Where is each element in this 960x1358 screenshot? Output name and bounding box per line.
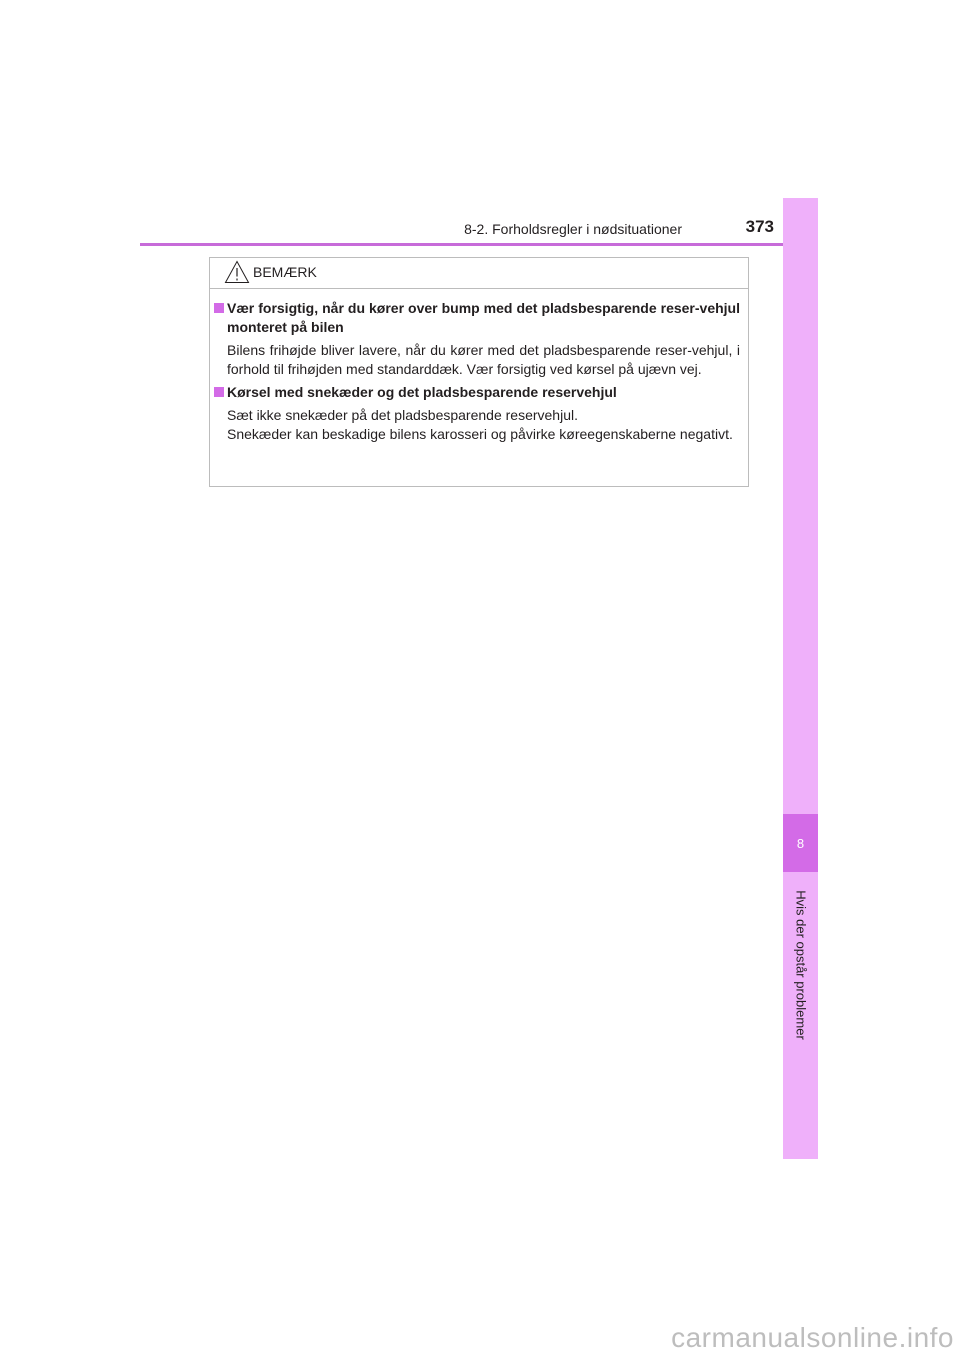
notice-item [210, 383, 748, 444]
chapter-title: Hvis der opstår problemer [793, 890, 809, 1040]
watermark: carmanualsonline.info [671, 1322, 954, 1353]
warning-triangle-icon [224, 260, 250, 284]
notice-header [210, 258, 748, 289]
section-title: 8-2. Forholdsregler i nødsituationer [464, 221, 682, 237]
notice-paragraph: Bilens frihøjde bliver lavere, når du kører med det pladsbesparende reser-vehjul, i forhold til frihøjden med standarddæk. Vær forsigtig ved kørsel på ujævn vej. [227, 342, 740, 377]
square-bullet-icon [214, 387, 224, 397]
notice-item [210, 299, 748, 379]
notice-paragraph: Sæt ikke snekæder på det pladsbesparende reservehjul. [227, 407, 578, 423]
header-divider [140, 243, 817, 246]
chapter-number: 8 [796, 835, 805, 851]
notice-item-heading: Kørsel med snekæder og det pladsbesparende reservehjul [227, 384, 617, 400]
notice-item-body [227, 406, 740, 444]
notice-item-heading: Vær forsigtig, når du kører over bump med det pladsbesparende reser-vehjul monteret på bilen [227, 300, 740, 335]
chapter-number-box [783, 814, 818, 872]
notice-items [210, 289, 748, 444]
notice-paragraph: Snekæder kan beskadige bilens karosseri og påvirke køreegenskaberne negativt. [227, 426, 733, 442]
notice-item-body [227, 341, 740, 379]
square-bullet-icon [214, 303, 224, 313]
page-number: 373 [745, 217, 774, 236]
notice-title: BEMÆRK [253, 264, 317, 280]
notice-box [209, 257, 749, 487]
